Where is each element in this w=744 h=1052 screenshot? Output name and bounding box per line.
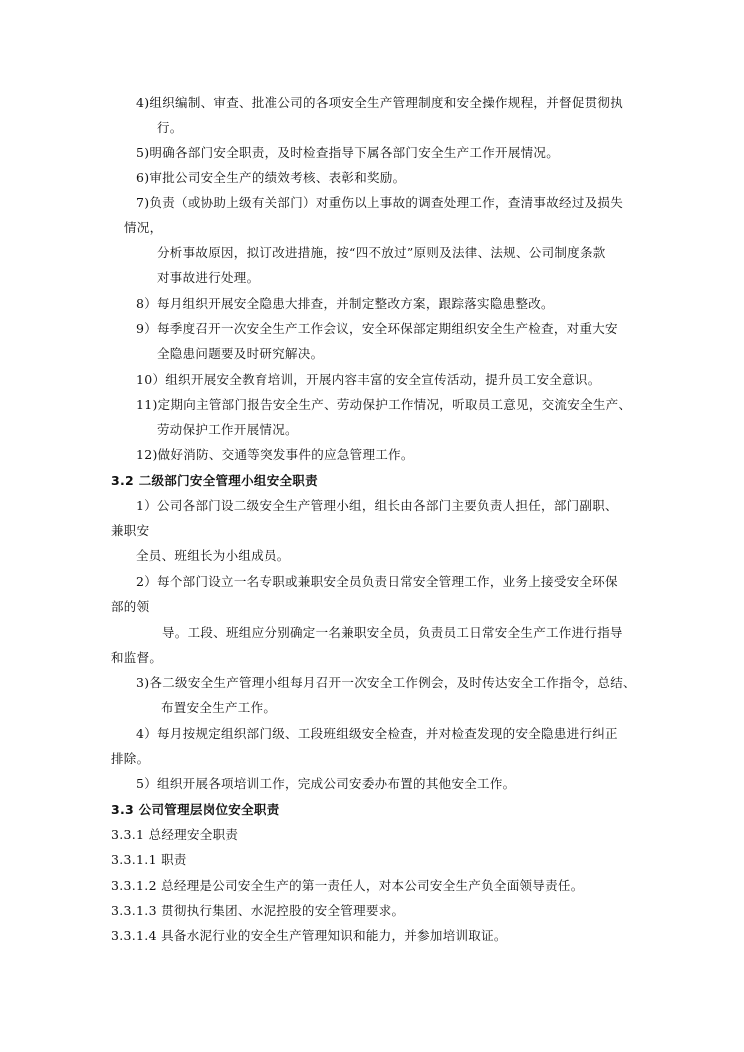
text-line: 2）每个部门设立一名专职或兼职安全员负责日常安全管理工作，业务上接受安全环保 <box>136 574 618 589</box>
text-line: 4）每月按规定组织部门级、工段班组级安全检查，并对检查发现的安全隐患进行纠正 <box>136 726 618 741</box>
text-line: 兼职安 <box>111 523 150 538</box>
text-line: 1）公司各部门设二级安全生产管理小组，组长由各部门主要负责人担任，部门副职、 <box>136 498 618 513</box>
section-heading: 3.3 公司管理层岗位安全职责 <box>111 802 280 817</box>
text-line: 3.3.1.3 贯彻执行集团、水泥控股的安全管理要求。 <box>111 903 405 918</box>
text-line: 5)明确各部门安全职责，及时检查指导下属各部门安全生产工作开展情况。 <box>136 145 560 160</box>
text-line: 全员、班组长为小组成员。 <box>136 548 290 563</box>
text-line: 分析事故原因，拟订改进措施，按“四不放过”原则及法律、法规、公司制度条款 <box>157 245 606 260</box>
text-line: 劳动保护工作开展情况。 <box>157 422 298 437</box>
text-line: 9）每季度召开一次安全生产工作会议，安全环保部定期组织安全生产检查，对重大安 <box>136 321 618 336</box>
text-line: 排除。 <box>111 751 150 766</box>
text-line: 对事故进行处理。 <box>157 270 260 285</box>
text-line: 3.3.1.4 具备水泥行业的安全生产管理知识和能力，并参加培训取证。 <box>111 928 507 943</box>
text-line: 全隐患问题要及时研究解决。 <box>157 346 324 361</box>
text-line: 8）每月组织开展安全隐患大排查，并制定整改方案，跟踪落实隐患整改。 <box>136 296 554 311</box>
text-line: 行。 <box>157 120 183 135</box>
text-line: 10）组织开展安全教育培训，开展内容丰富的安全宣传活动，提升员工安全意识。 <box>136 372 601 387</box>
text-line: 6)审批公司安全生产的绩效考核、表彰和奖励。 <box>136 170 406 185</box>
text-line: 7)负责（或协助上级有关部门）对重伤以上事故的调查处理工作，查清事故经过及损失 <box>136 195 624 210</box>
text-line: 3.3.1.2 总经理是公司安全生产的第一责任人，对本公司安全生产负全面领导责任。 <box>111 878 584 893</box>
text-line: 情况， <box>124 220 163 235</box>
text-line: 12)做好消防、交通等突发事件的应急管理工作。 <box>136 447 414 462</box>
text-line: 3)各二级安全生产管理小组每月召开一次安全工作例会，及时传达安全工作指令，总结、 <box>136 675 636 690</box>
text-line: 导。工段、班组应分别确定一名兼职安全员，负责员工日常安全生产工作进行指导 <box>162 625 623 640</box>
text-line: 布置安全生产工作。 <box>161 700 277 715</box>
section-heading: 3.2 二级部门安全管理小组安全职责 <box>111 473 318 488</box>
text-line: 3.3.1.1 职责 <box>111 852 187 867</box>
subsection-heading: 3.3.1 总经理安全职责 <box>111 827 239 842</box>
text-line: 部的领 <box>111 599 150 614</box>
text-line: 4)组织编制、审查、批准公司的各项安全生产管理制度和安全操作规程，并督促贯彻执 <box>136 95 624 110</box>
text-line: 和监督。 <box>111 650 163 665</box>
text-line: 5）组织开展各项培训工作，完成公司安委办布置的其他安全工作。 <box>136 776 516 791</box>
text-line: 11)定期向主管部门报告安全生产、劳动保护工作情况，听取员工意见，交流安全生产、 <box>136 397 632 412</box>
